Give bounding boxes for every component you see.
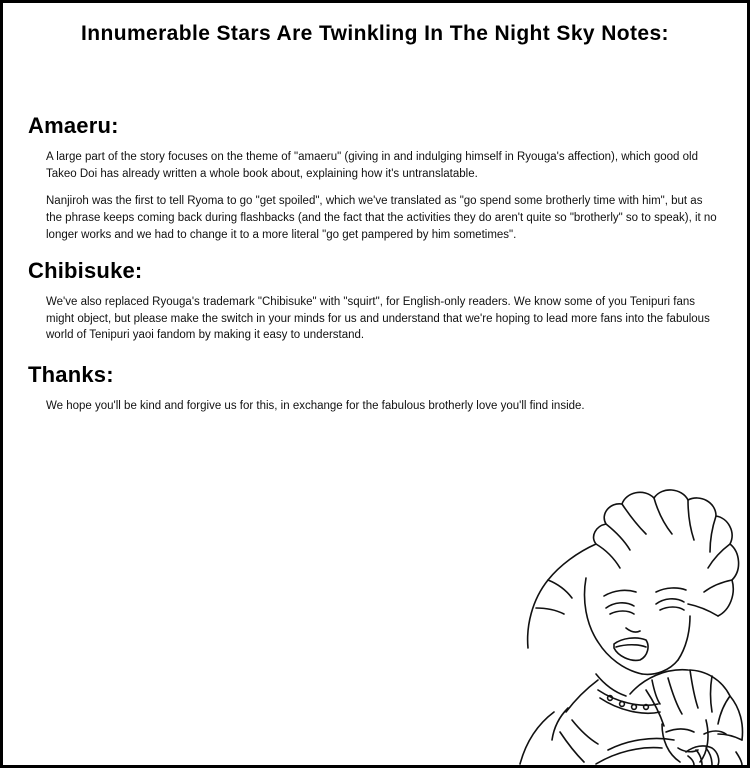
section-thanks <box>28 362 718 415</box>
paragraph: Nanjiroh was the first to tell Ryoma to go "get spoiled", which we've translated as "go spend some brotherly time with him", but as the phrase keeps coming back during flashbacks (and the fact that the activities they do aren't quite so "brotherly" so to speak), it no longer works and we had to change it to a more literal "go get pampered by him sometimes". <box>46 195 717 241</box>
page-border-left <box>0 0 3 768</box>
section-body-amaeru <box>46 149 718 243</box>
manga-illustration-two-characters <box>400 440 748 765</box>
section-amaeru <box>28 113 718 243</box>
section-body-thanks <box>46 398 718 415</box>
section-body-chibisuke <box>46 294 718 344</box>
section-heading-thanks: Thanks: <box>28 362 114 387</box>
section-heading-amaeru: Amaeru: <box>28 113 119 138</box>
section-chibisuke <box>28 258 718 344</box>
paragraph: A large part of the story focuses on the theme of "amaeru" (giving in and indulging himself in Ryouga's affection), which good old Takeo Doi has already written a whole book about, explaining how it's untranslatable. <box>46 151 698 180</box>
page-border-top <box>0 0 750 3</box>
page-title: Innumerable Stars Are Twinkling In The Night Sky Notes: <box>81 22 669 45</box>
paragraph: We've also replaced Ryouga's trademark "Chibisuke" with "squirt", for English-only readers. We know some of you Tenipuri fans might object, but please make the switch in your minds for us and understand that we're hoping to lead more fans into the fabulous world of Tenipuri yaoi fandom by making it easy to understand. <box>46 296 710 342</box>
section-heading-chibisuke: Chibisuke: <box>28 258 143 283</box>
paragraph: We hope you'll be kind and forgive us for this, in exchange for the fabulous brotherly love you'll find inside. <box>46 400 585 412</box>
